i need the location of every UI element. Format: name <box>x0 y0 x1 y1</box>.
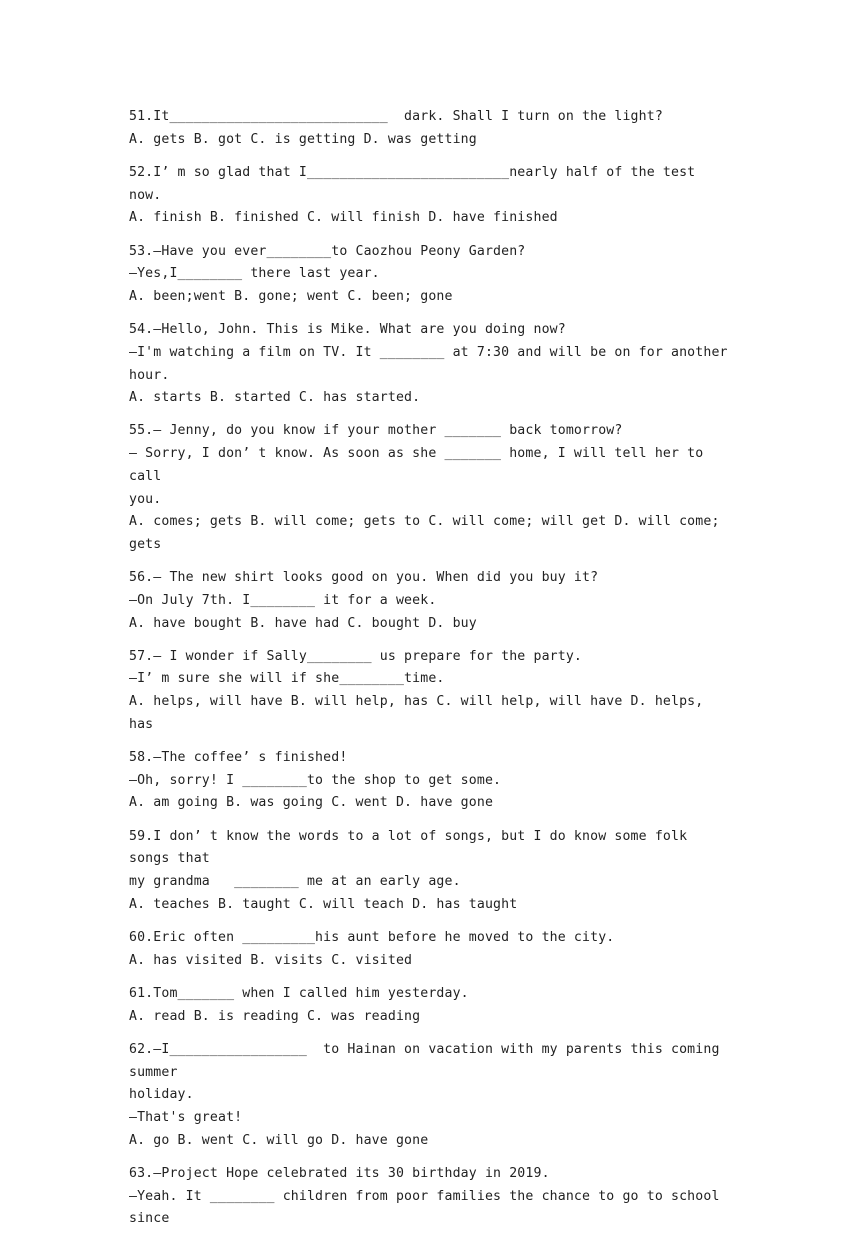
exercise-page <box>129 106 734 1241</box>
question-line: —Yeah. It ________ children from poor families the chance to go to school since <box>129 1188 728 1227</box>
question-line: —Yes,I________ there last year. <box>129 266 380 282</box>
question-line: —Oh, sorry! I ________to the shop to get some. <box>129 772 502 788</box>
question-block <box>129 826 734 917</box>
question-line: 58.—The coffee’ s finished! <box>129 750 348 766</box>
question-block <box>129 1039 734 1153</box>
question-block <box>129 927 734 972</box>
question-block <box>129 162 734 230</box>
question-line: A. gets B. got C. is getting D. was getting <box>129 131 477 147</box>
question-line: 51.It___________________________ dark. Shall I turn on the light? <box>129 109 663 124</box>
question-line: —I'm watching a film on TV. It ________ at 7:30 and will be on for another hour. <box>129 344 736 383</box>
question-line: 63.—Project Hope celebrated its 30 birthday in 2019. <box>129 1165 550 1181</box>
question-line: 56.— The new shirt looks good on you. When did you buy it? <box>129 570 599 586</box>
question-block <box>129 747 734 815</box>
question-line: gets <box>129 536 162 552</box>
question-line: 55.— Jenny, do you know if your mother _______ back tomorrow? <box>129 423 623 439</box>
question-line: —On July 7th. I________ it for a week. <box>129 592 437 608</box>
question-line: — Sorry, I don’ t know. As soon as she _______ home, I will tell her to call <box>129 446 712 484</box>
question-line: —I’ m sure she will if she________time. <box>129 671 445 687</box>
question-line: my grandma ________ me at an early age. <box>129 874 461 890</box>
question-line: 62.—I_________________ to Hainan on vacation with my parents this coming summer <box>129 1041 728 1080</box>
question-block <box>129 1163 734 1231</box>
question-line: A. go B. went C. will go D. have gone <box>129 1132 429 1148</box>
question-line: A. am going B. was going C. went D. have gone <box>129 795 494 811</box>
question-block <box>129 319 734 410</box>
question-line: 60.Eric often _________his aunt before he moved to the city. <box>129 930 615 945</box>
question-block <box>129 983 734 1028</box>
question-line: holiday. <box>129 1087 194 1103</box>
question-line: 54.—Hello, John. This is Mike. What are you doing now? <box>129 322 566 338</box>
question-line: —That's great! <box>129 1109 243 1125</box>
question-line: A. comes; gets B. will come; gets to C. will come; will get D. will come; <box>129 514 720 530</box>
question-line: 53.—Have you ever________to Caozhou Peony Garden? <box>129 243 526 259</box>
question-line: A. finish B. finished C. will finish D. have finished <box>129 210 558 226</box>
question-block <box>129 106 734 151</box>
question-line: A. read B. is reading C. was reading <box>129 1008 421 1024</box>
question-block <box>129 567 734 635</box>
question-line: A. have bought B. have had C. bought D. buy <box>129 615 477 631</box>
question-block <box>129 646 734 737</box>
question-line: A. helps, will have B. will help, has C. will help, will have D. helps, <box>129 694 704 710</box>
question-line: 57.— I wonder if Sally________ us prepare for the party. <box>129 648 583 664</box>
question-block <box>129 420 734 556</box>
question-line: 52.I’ m so glad that I_________________________nearly half of the test now. <box>129 164 704 203</box>
question-line: A. starts B. started C. has started. <box>129 390 421 406</box>
question-line: A. been;went B. gone; went C. been; gone <box>129 288 453 304</box>
question-line: you. <box>129 491 162 507</box>
question-line: A. has visited B. visits C. visited <box>129 952 413 968</box>
question-line: 59.I don’ t know the words to a lot of songs, but I do know some folk songs that <box>129 828 696 867</box>
question-line: has <box>129 716 154 732</box>
question-line: 61.Tom_______ when I called him yesterday. <box>129 985 469 1001</box>
question-block <box>129 241 734 309</box>
question-line: A. teaches B. taught C. will teach D. has taught <box>129 896 518 912</box>
